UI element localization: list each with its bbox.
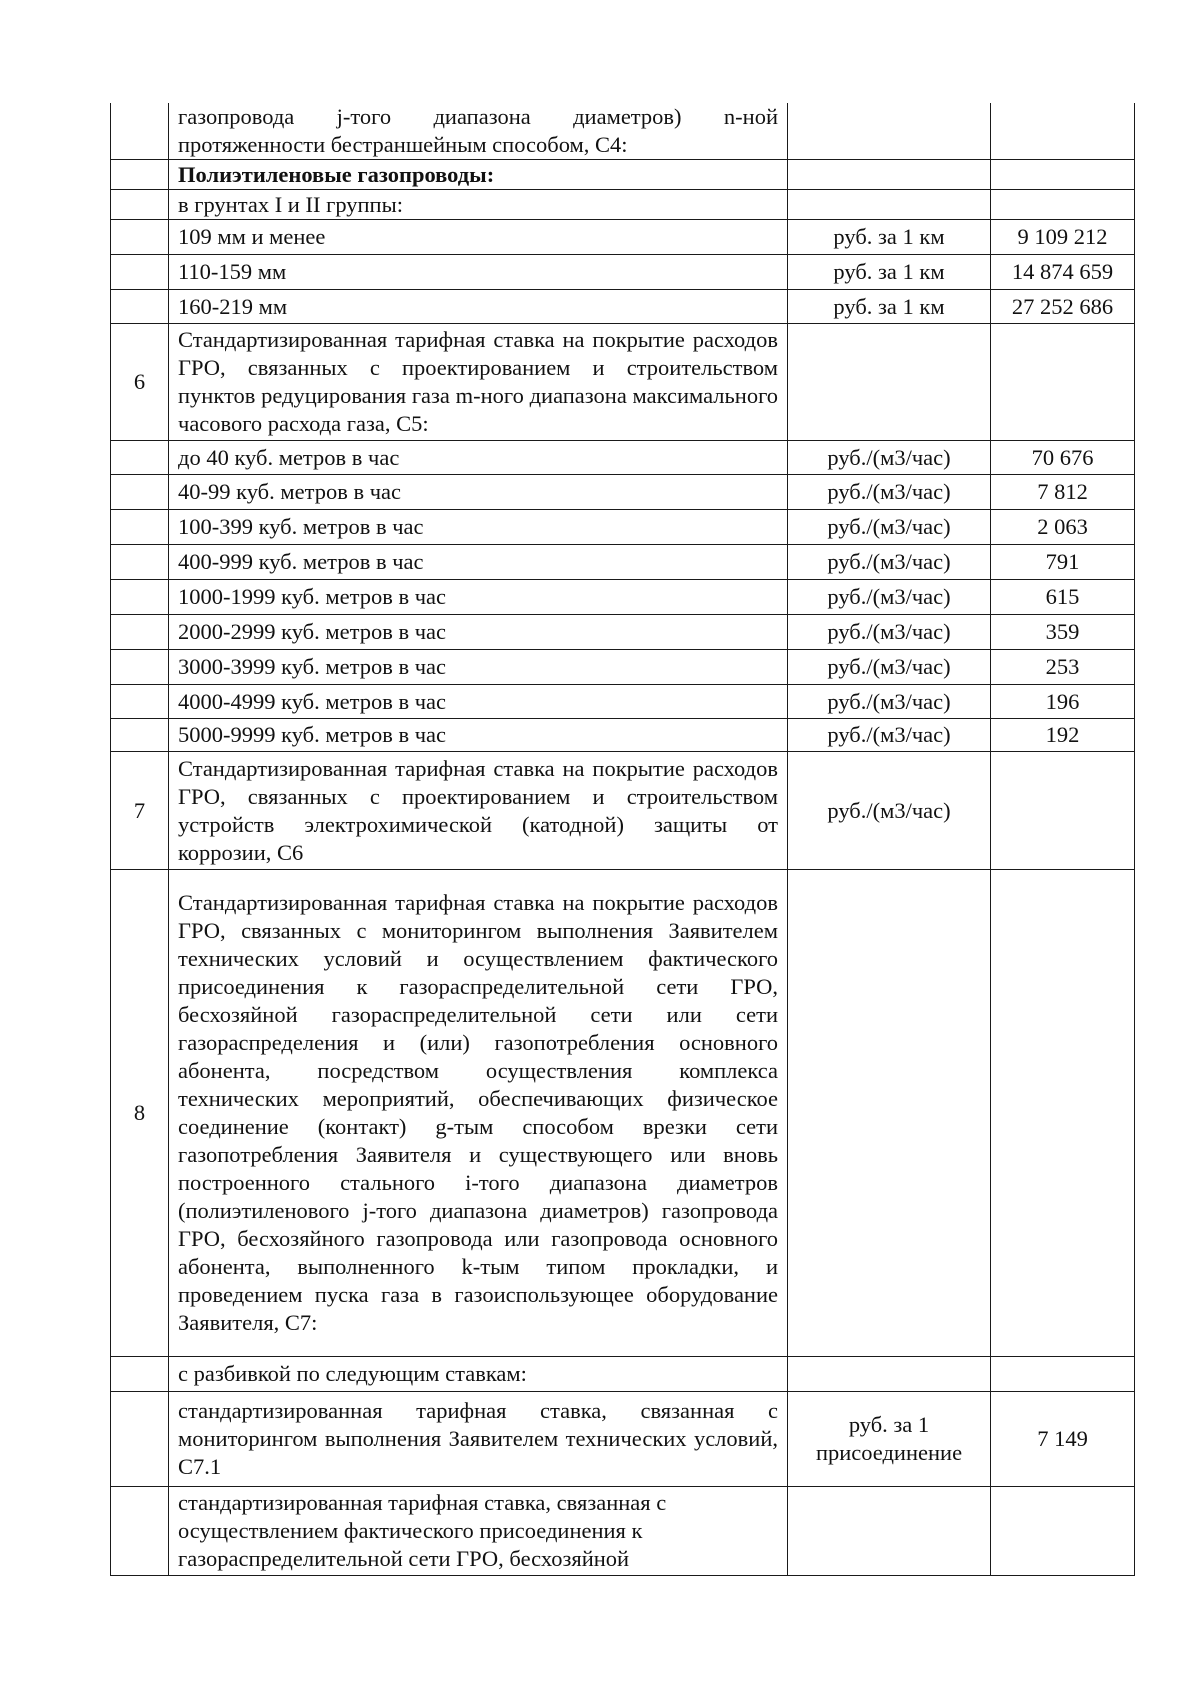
table-row [111,510,1135,545]
row-value [991,870,1135,1357]
row-unit: руб. за 1 км [788,255,991,290]
row-description: 100-399 куб. метров в час [169,510,788,545]
table-row [111,752,1135,870]
row-value: 615 [991,580,1135,615]
table-row [111,650,1135,685]
row-number [111,1357,169,1392]
table-row [111,441,1135,475]
row-unit: руб./(м3/час) [788,580,991,615]
row-description: стандартизированная тарифная ставка, связанная с осуществлением фактического присоединения к газораспределительной сети ГРО, бесхозяйной [169,1487,788,1576]
row-unit: руб./(м3/час) [788,719,991,752]
row-description: 3000-3999 куб. метров в час [169,650,788,685]
section-heading: Полиэтиленовые газопроводы: [169,160,788,190]
row-value [991,324,1135,441]
row-number: 6 [111,324,169,441]
row-number [111,160,169,190]
row-description: 4000-4999 куб. метров в час [169,685,788,719]
row-value: 196 [991,685,1135,719]
row-value: 70 676 [991,441,1135,475]
row-value: 791 [991,545,1135,580]
table-row [111,870,1135,1357]
table-row [111,220,1135,255]
row-unit [788,870,991,1357]
row-description: Стандартизированная тарифная ставка на покрытие расходов ГРО, связанных с проектированием и строительством пунктов редуцирования газа m-ного диапазона максимального часового расхода газа, С5: [169,324,788,441]
row-description: 40-99 куб. метров в час [169,475,788,510]
row-description: 1000-1999 куб. метров в час [169,580,788,615]
row-number [111,580,169,615]
table-row [111,255,1135,290]
row-number [111,103,169,160]
row-description: 400-999 куб. метров в час [169,545,788,580]
row-number [111,685,169,719]
row-value: 27 252 686 [991,290,1135,324]
row-description: 109 мм и менее [169,220,788,255]
row-description: до 40 куб. метров в час [169,441,788,475]
row-number: 7 [111,752,169,870]
row-unit [788,160,991,190]
row-value: 192 [991,719,1135,752]
row-value: 253 [991,650,1135,685]
row-number [111,545,169,580]
row-description: 2000-2999 куб. метров в час [169,615,788,650]
row-number [111,255,169,290]
row-number [111,441,169,475]
row-number [111,220,169,255]
row-unit [788,1487,991,1576]
row-value [991,160,1135,190]
row-unit [788,190,991,220]
row-unit: руб./(м3/час) [788,510,991,545]
table-row [111,324,1135,441]
row-value: 2 063 [991,510,1135,545]
row-description: стандартизированная тарифная ставка, связанная с мониторингом выполнения Заявителем технических условий, С7.1 [169,1392,788,1487]
table-row [111,685,1135,719]
row-description: в грунтах I и II группы: [169,190,788,220]
row-unit: руб./(м3/час) [788,752,991,870]
row-value [991,103,1135,160]
row-description: газопровода j-того диапазона диаметров) n-ной протяженности бестраншейным способом, С4: [169,103,788,160]
table-row [111,1487,1135,1576]
row-unit: руб. за 1 присоединение [788,1392,991,1487]
row-unit: руб./(м3/час) [788,685,991,719]
row-number: 8 [111,870,169,1357]
row-description: Стандартизированная тарифная ставка на покрытие расходов ГРО, связанных с проектированием и строительством устройств электрохимической (катодной) защиты от коррозии, С6 [169,752,788,870]
table-row [111,190,1135,220]
table-row [111,1357,1135,1392]
row-number [111,650,169,685]
row-value: 9 109 212 [991,220,1135,255]
row-unit: руб./(м3/час) [788,650,991,685]
row-unit [788,1357,991,1392]
row-unit: руб. за 1 км [788,290,991,324]
row-description: 110-159 мм [169,255,788,290]
table-row [111,160,1135,190]
table-row [111,545,1135,580]
row-unit [788,324,991,441]
row-description: Стандартизированная тарифная ставка на покрытие расходов ГРО, связанных с мониторингом выполнения Заявителем технических условий и осуществлением фактического присоединения к газораспределительной сети ГРО, бесхозяйной газораспределительной сети или сети газораспределения и (или) газопотребления основного абонента, посредством осуществления комплекса технических мероприятий, обеспечивающих физическое соединение (контакт) g-тым способом врезки сети газопотребления Заявителя и существующего или вновь построенного стального i-того диапазона диаметров (полиэтиленового j-того диапазона диаметров) газопровода ГРО, бесхозяйного газопровода или газопровода основного абонента, выполненного k-тым типом прокладки, и проведением пуска газа в газоиспользующее оборудование Заявителя, С7: [169,870,788,1357]
table-row [111,103,1135,160]
row-number [111,475,169,510]
row-unit [788,103,991,160]
row-description: с разбивкой по следующим ставкам: [169,1357,788,1392]
row-value: 7 812 [991,475,1135,510]
row-unit: руб./(м3/час) [788,615,991,650]
row-number [111,1392,169,1487]
row-unit: руб./(м3/час) [788,475,991,510]
row-value: 7 149 [991,1392,1135,1487]
row-number [111,510,169,545]
table-row [111,475,1135,510]
table-row [111,1392,1135,1487]
tariff-table [110,103,1135,1576]
row-value: 359 [991,615,1135,650]
row-unit: руб./(м3/час) [788,545,991,580]
table-row [111,580,1135,615]
row-description: 5000-9999 куб. метров в час [169,719,788,752]
row-number [111,719,169,752]
row-number [111,1487,169,1576]
table-row [111,290,1135,324]
row-unit: руб./(м3/час) [788,441,991,475]
row-number [111,615,169,650]
row-value [991,1357,1135,1392]
row-description: 160-219 мм [169,290,788,324]
table-row [111,719,1135,752]
row-number [111,190,169,220]
row-value [991,1487,1135,1576]
row-number [111,290,169,324]
row-value: 14 874 659 [991,255,1135,290]
row-value [991,752,1135,870]
row-unit: руб. за 1 км [788,220,991,255]
table-row [111,615,1135,650]
row-value [991,190,1135,220]
